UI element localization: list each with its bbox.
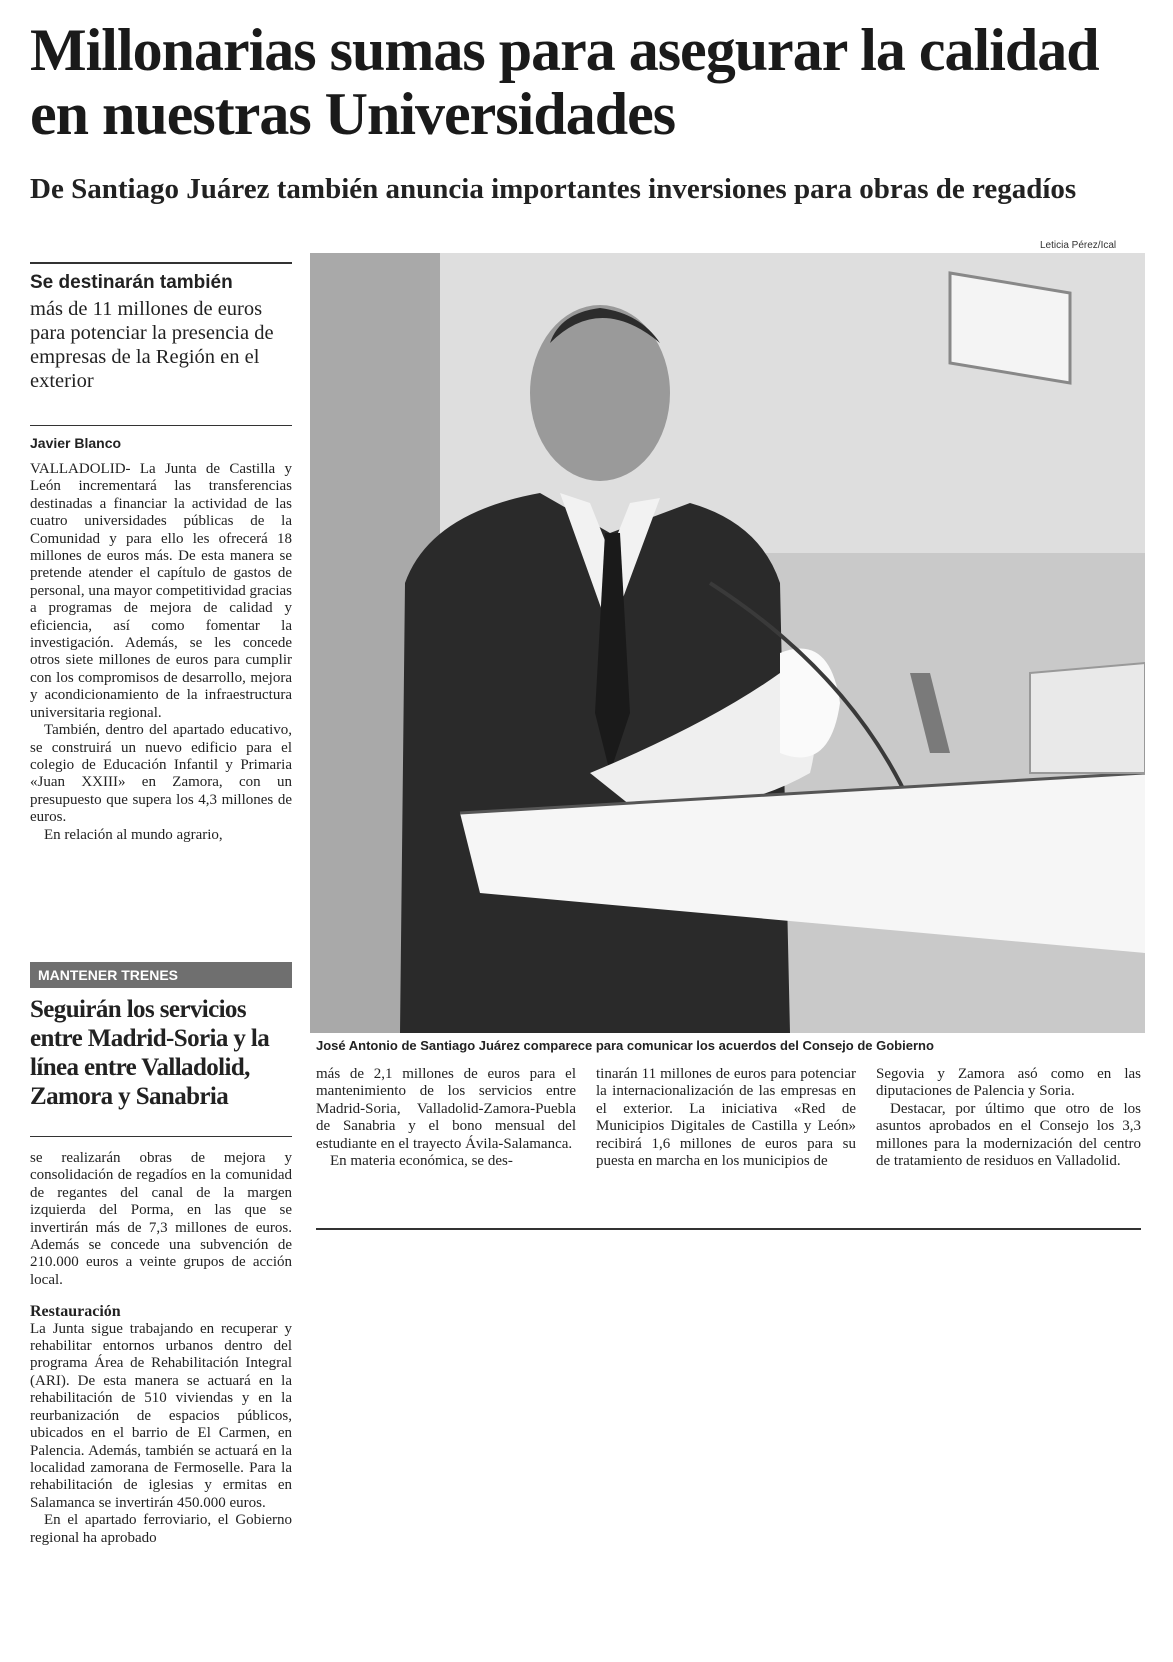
headline: Millonarias sumas para asegurar la calidad en nuestras Universidades: [30, 17, 1099, 147]
column-2: [316, 1066, 576, 1170]
sidebar-rule: [30, 1136, 292, 1137]
bottom-rule: [316, 1228, 1141, 1230]
section-heading: Restauración: [30, 1303, 121, 1321]
photo: [310, 253, 1145, 1033]
paragraph: VALLADOLID- La Junta de Castilla y León incrementará las transferencias destinadas a financiar la actividad de las cuatro universidades públicas de la Comunidad y para ello les ofrecerá 18 millones de euros más. De esta manera se pretende atender el capítulo de gastos de personal, una mayor competitividad gracias a programas de mejora de calidad y eficiencia, así como fomentar la investigación. Además, se les concede otros siete millones de euros para cumplir con los compromisos de desarrollo, mejora y acondicionamiento de la infraestructura universitaria regional.: [30, 461, 292, 721]
paragraph: En relación al mundo agrario,: [44, 826, 223, 843]
paragraph: se realizarán obras de mejora y consolidación de regadíos en la comunidad de regantes del canal de la margen izquierda del Porma, en las que se invertirán más de 7,3 millones de euros. Además se concede una subvención de 210.000 euros a veinte grupos de acción local.: [30, 1150, 292, 1288]
subheadline: De Santiago Juárez también anuncia importantes inversiones para obras de regadíos: [30, 173, 1077, 205]
column-4: [876, 1066, 1141, 1170]
paragraph: En materia económica, se des-: [330, 1153, 513, 1170]
photo-caption: José Antonio de Santiago Juárez comparece para comunicar los acuerdos del Consejo de Gobierno: [316, 1038, 934, 1053]
photo-credit: Leticia Pérez/Ical: [1040, 240, 1117, 251]
paragraph: más de 2,1 millones de euros para el mantenimiento de los servicios entre Madrid-Soria, Valladolid-Zamora-Puebla de Sanabria y el bono mensual del estudiante en el trayecto Ávila-Salamanca.: [316, 1066, 576, 1152]
paragraph: La Junta sigue trabajando en recuperar y rehabilitar entornos urbanos dentro del programa Área de Rehabilitación Integral (ARI). De esta manera se actuará en la rehabilitación de 510 viviendas y en la reurbanización de espacios públicos, ubicados en el barrio de El Carmen, en Palencia. Además, también se actuará en la localidad zamorana de Fermoselle. Para la rehabilitación de iglesias y ermitas en Salamanca se invertirán 450.000 euros.: [30, 1320, 292, 1511]
paragraph: Destacar, por último que otro de los asuntos aprobados en el Consejo los 3,3 millones para la modernización del centro de tratamiento de residuos en Valladolid.: [876, 1100, 1141, 1170]
lead-bold: Se destinarán también: [30, 272, 233, 293]
byline-rule: [30, 425, 292, 426]
sidebar-kicker: MANTENER TRENES: [30, 962, 292, 988]
paragraph: tinarán 11 millones de euros para potenciar la internacionalización de las empresas en el exterior. La iniciativa «Red de Municipios Digitales de Castilla y León» recibirá 1,6 millones de euros para su puesta en marcha en los municipios de: [596, 1066, 856, 1170]
lead-text: más de 11 millones de euros para potenciar la presencia de empresas de la Región en el exterior: [30, 298, 274, 392]
byline: Javier Blanco: [30, 435, 122, 451]
top-rule-left: [30, 262, 292, 264]
paragraph: También, dentro del apartado educativo, se construirá un nuevo edificio para el colegio de Educación Infantil y Primaria «Juan XXIII» en Zamora, con un presupuesto que supera los 4,3 millones de euros.: [30, 722, 292, 826]
column-3: [596, 1066, 856, 1170]
column-1-bottom: [30, 1150, 292, 1547]
paragraph: En el apartado ferroviario, el Gobierno regional ha aprobado: [30, 1512, 292, 1546]
sidebar-headline: Seguirán los servicios entre Madrid-Soria y la línea entre Valladolid, Zamora y Sanabria: [30, 996, 270, 1110]
column-1-top: [30, 461, 292, 844]
paragraph: Segovia y Zamora asó como en las diputaciones de Palencia y Soria.: [876, 1066, 1141, 1100]
photo-illustration: [310, 253, 1145, 1033]
